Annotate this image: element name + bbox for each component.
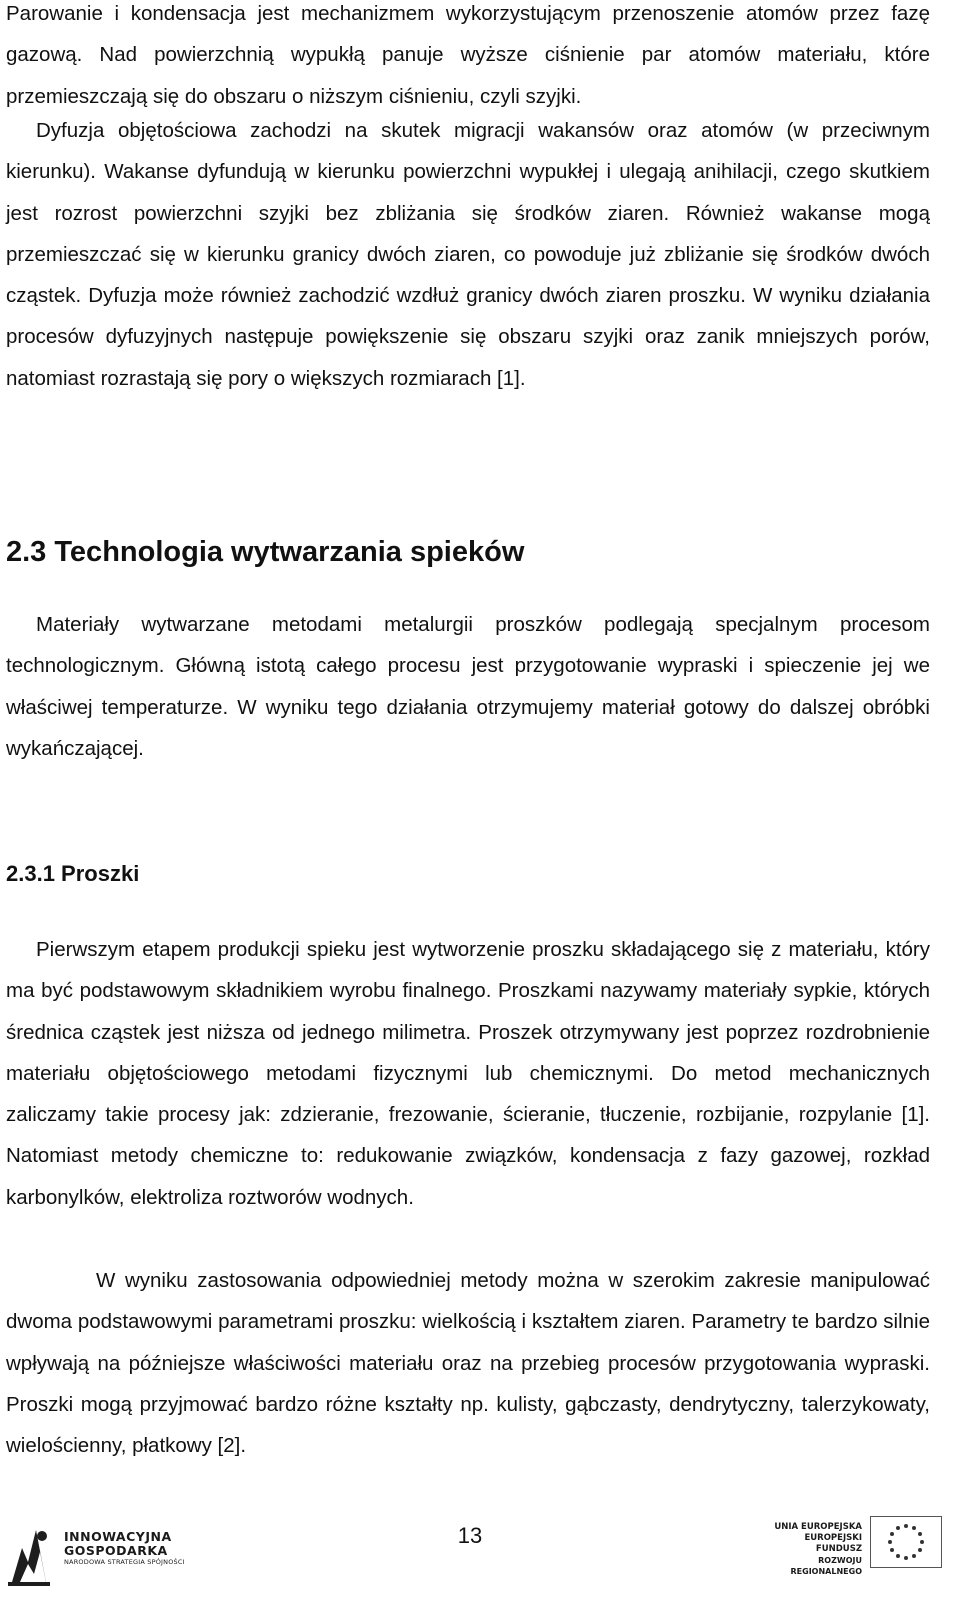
paragraph-sinter-technology: Materiały wytwarzane metodami metalurgii proszków podlegają specjalnym procesom technologicznym. Główną istotą całego procesu jest przygotowanie wypraski i spieczenie jej we właściwej temperaturze. W wyniku tego działania otrzymujemy materiał gotowy do dalszej obróbki wykańczającej. <box>6 613 930 760</box>
paragraph-powder-production: Pierwszym etapem produkcji spieku jest wytworzenie proszku składającego się z materiału, który ma być podstawowym składnikiem wyrobu finalnego. Proszkami nazywamy materiały sypkie, których średnica cząstek jest niższa od jednego milimetra. Proszek otrzymywany jest poprzez rozdrobnienie materiału objętościowego metodami fizycznymi lub chemicznymi. Do metod mechanicznych zaliczamy takie procesy jak: zdzieranie, frezowanie, ścieranie, tłuczenie, rozbijanie, rozpylanie [1]. Natomiast metody chemiczne to: redukowanie związków, kondensacja z fazy gazowej, rozkład karbonylków, elektroliza roztworów wodnych. <box>6 938 930 1209</box>
eu-fund-text <box>760 1522 862 1577</box>
section-heading: 2.3 Technologia wytwarzania spieków <box>6 536 525 568</box>
page-number: 13 <box>457 1523 483 1548</box>
innowacyjna-gospodarka-text <box>64 1530 185 1567</box>
page-footer <box>0 1508 960 1610</box>
logo-right-line3: ROZWOJU REGIONALNEGO <box>790 1556 862 1576</box>
innowacyjna-gospodarka-logo <box>6 1508 196 1608</box>
logo-left-line2: GOSPODARKA <box>64 1543 168 1558</box>
eu-flag-icon <box>870 1516 942 1568</box>
logo-right-line1: UNIA EUROPEJSKA <box>774 1522 862 1532</box>
eu-fund-logo <box>760 1508 955 1608</box>
logo-right-line2: EUROPEJSKI FUNDUSZ <box>804 1533 862 1554</box>
paragraph-vapor-condensation: Parowanie i kondensacja jest mechanizmem wykorzystującym przenoszenie atomów przez fazę gazową. Nad powierzchnią wypukłą panuje wyższe ciśnienie par atomów materiału, które przemieszczają się do obszaru o niższym ciśnieniu, czyli szyjki. <box>6 2 930 108</box>
subsection-heading: 2.3.1 Proszki <box>6 861 140 886</box>
paragraph-powder-parameters: W wyniku zastosowania odpowiedniej metody można w szerokim zakresie manipulować dwoma podstawowymi parametrami proszku: wielkością i kształtem ziaren. Parametry te bardzo silnie wpływają na późniejsze właściwości materiału oraz na przebieg procesów przygotowania wypraski. Proszki mogą przyjmować bardzo różne kształty np. kulisty, gąbczasty, dendrytyczny, talerzykowaty, wielościenny, płatkowy [2]. <box>6 1269 930 1458</box>
innowacyjna-gospodarka-emblem-icon <box>6 1522 54 1588</box>
paragraph-volume-diffusion: Dyfuzja objętościowa zachodzi na skutek migracji wakansów oraz atomów (w przeciwnym kierunku). Wakanse dyfundują w kierunku powierzchni wypukłej i ulegają anihilacji, czego skutkiem jest rozrost powierzchni szyjki bez zbliżania się środków ziaren. Również wakanse mogą przemieszczać się w kierunku granicy dwóch ziaren, co powoduje już zbliżanie się środków dwóch cząstek. Dyfuzja może również zachodzić wzdłuż granicy dwóch ziaren proszku. W wyniku działania procesów dyfuzyjnych następuje powiększenie się obszaru szyjki oraz zanik mniejszych porów, natomiast rozrastają się pory o większych rozmiarach [1]. <box>6 119 930 390</box>
logo-left-line1: INNOWACYJNA <box>64 1529 172 1544</box>
logo-left-line3: NARODOWA STRATEGIA SPÓJNOŚCI <box>64 1558 185 1566</box>
